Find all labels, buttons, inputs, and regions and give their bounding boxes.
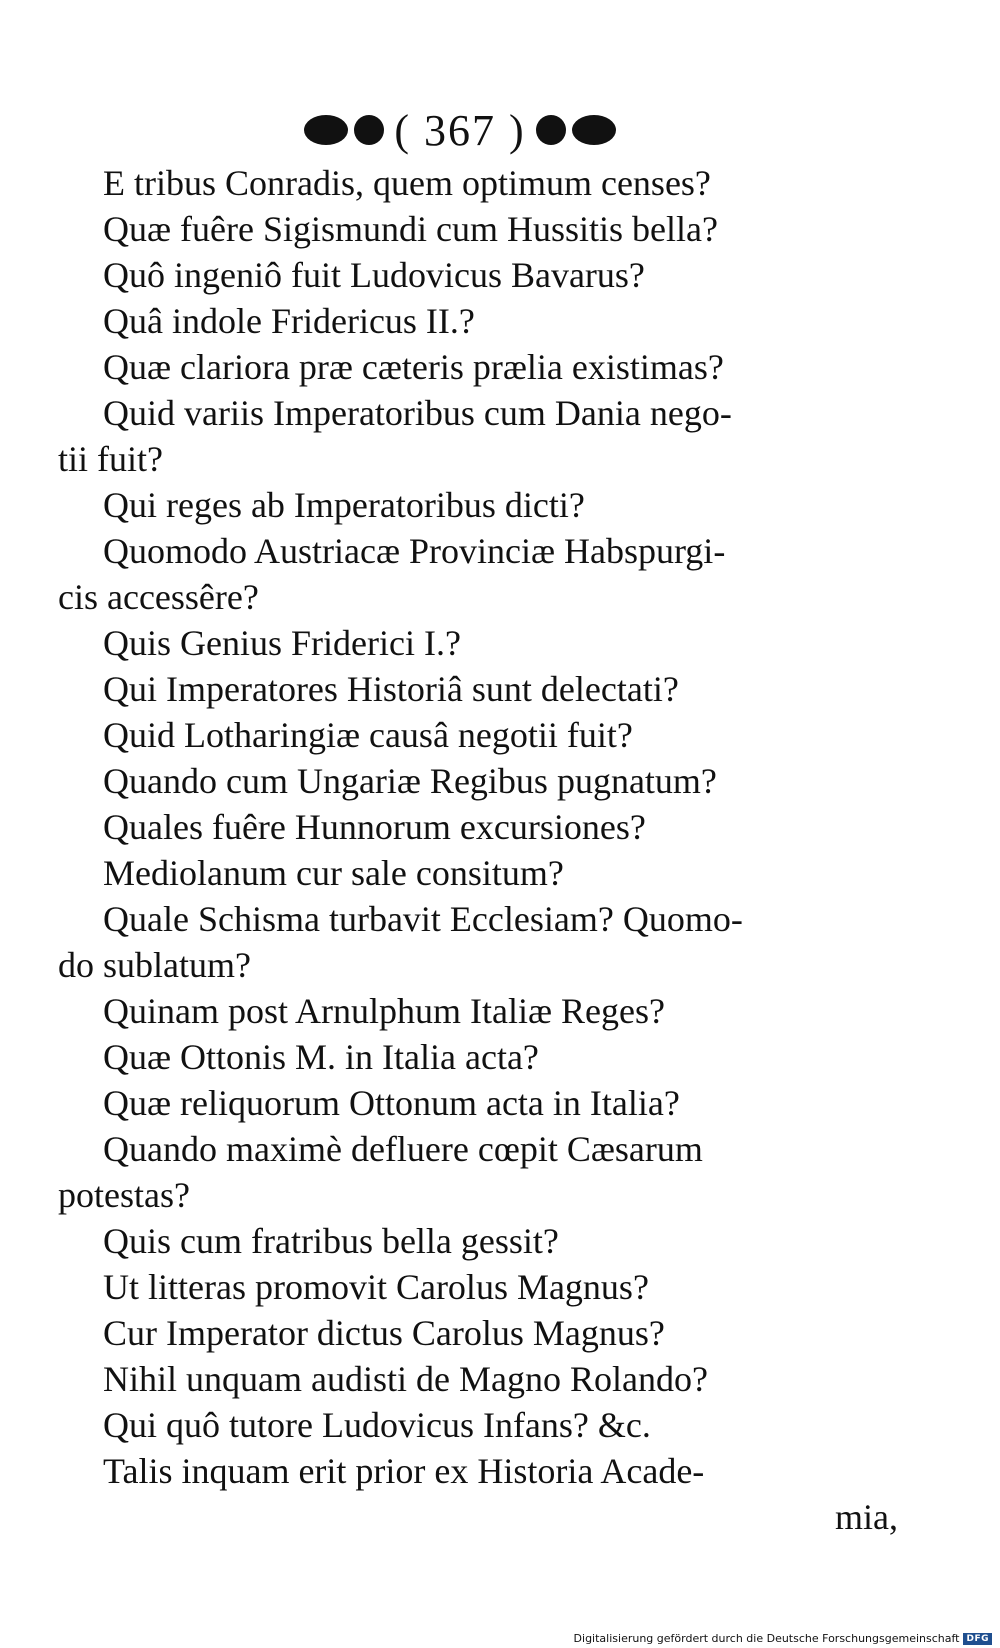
ornament-left-small-icon	[354, 115, 384, 145]
page-header	[300, 100, 620, 160]
text-line: Quinam post Arnulphum Italiæ Reges?	[103, 991, 665, 1031]
text-line: Quomodo Austriacæ Provinciæ Habspurgi-	[103, 531, 726, 571]
text-line: cis accessêre?	[58, 577, 259, 617]
text-line: Quale Schisma turbavit Ecclesiam? Quomo-	[103, 899, 743, 939]
digitization-credit	[574, 1632, 992, 1645]
text-line: Mediolanum cur sale consitum?	[103, 853, 564, 893]
ornament-right-icon	[572, 115, 616, 145]
text-line: Quâ indole Fridericus II.?	[103, 301, 475, 341]
text-line: Quid Lotharingiæ causâ negotii fuit?	[103, 715, 633, 755]
text-line: Quô ingeniô fuit Ludovicus Bavarus?	[103, 255, 645, 295]
text-line: tii fuit?	[58, 439, 163, 479]
text-line: potestas?	[58, 1175, 190, 1215]
catchword: mia,	[835, 1497, 898, 1537]
text-line: Qui reges ab Imperatoribus dicti?	[103, 485, 585, 525]
text-line: Quis cum fratribus bella gessit?	[103, 1221, 559, 1261]
text-line: Ut litteras promovit Carolus Magnus?	[103, 1267, 649, 1307]
text-line: Qui Imperatores Historiâ sunt delectati?	[103, 669, 679, 709]
dfg-logo: DFG	[963, 1633, 992, 1645]
text-line: Quales fuêre Hunnorum excursiones?	[103, 807, 646, 847]
text-line: Talis inquam erit prior ex Historia Acade-	[103, 1451, 705, 1491]
text-line: Quando maximè defluere cœpit Cæsarum	[103, 1129, 703, 1169]
ornament-left-icon	[304, 115, 348, 145]
text-line: Quæ fuêre Sigismundi cum Hussitis bella?	[103, 209, 718, 249]
text-line: Quis Genius Friderici I.?	[103, 623, 461, 663]
ornament-right-small-icon	[536, 115, 566, 145]
text-line: do sublatum?	[58, 945, 251, 985]
credit-text: Digitalisierung gefördert durch die Deutsche Forschungsgemeinschaft	[573, 1632, 960, 1645]
text-line: Cur Imperator dictus Carolus Magnus?	[103, 1313, 665, 1353]
page-body	[58, 160, 898, 1540]
text-line: Qui quô tutore Ludovicus Infans? &c.	[103, 1405, 651, 1445]
text-line: Quid variis Imperatoribus cum Dania nego-	[103, 393, 732, 433]
text-line: E tribus Conradis, quem optimum censes?	[103, 163, 711, 203]
text-line: Quæ reliquorum Ottonum acta in Italia?	[103, 1083, 680, 1123]
page-number: ( 367 )	[394, 105, 526, 155]
text-line: Quæ Ottonis M. in Italia acta?	[103, 1037, 539, 1077]
text-line: Quæ clariora præ cæteris prælia existimas?	[103, 347, 724, 387]
text-line: Quando cum Ungariæ Regibus pugnatum?	[103, 761, 717, 801]
text-line: Nihil unquam audisti de Magno Rolando?	[103, 1359, 708, 1399]
